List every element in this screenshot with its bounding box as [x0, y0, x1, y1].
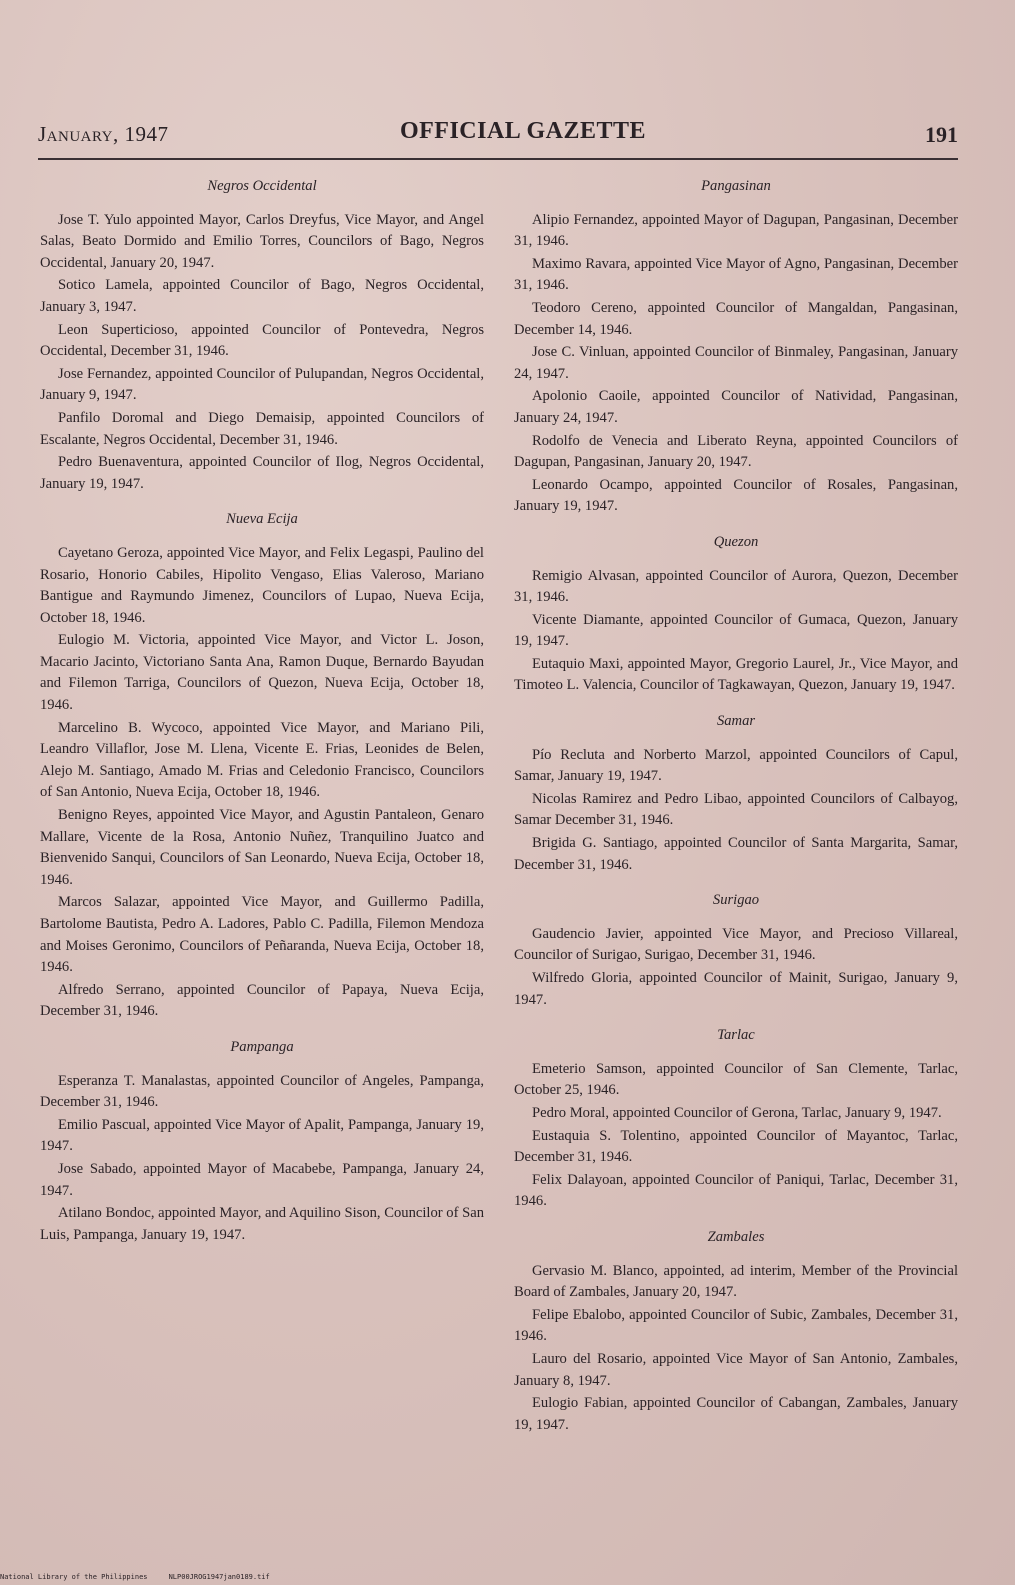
appointment-entry: Benigno Reyes, appointed Vice Mayor, and Agustin Pantaleon, Genaro Mallare, Vicente de la Rosa, Antonio Nuñez, Tranquilino Juatco and Bienvenido Sanqui, Councilors of San Leonardo, Nueva Ecija, October 18, 1946.	[40, 807, 484, 888]
province-heading: Pangasinan	[701, 178, 771, 194]
appointment-entry: Eutaquio Maxi, appointed Mayor, Gregorio Laurel, Jr., Vice Mayor, and Timoteo L. Valencia, Councilor of Tagkawayan, Quezon, January 19, 1947.	[514, 655, 958, 694]
appointment-entry: Vicente Diamante, appointed Councilor of Gumaca, Quezon, January 19, 1947.	[514, 611, 958, 650]
appointment-entry: Maximo Ravara, appointed Vice Mayor of Agno, Pangasinan, December 31, 1946.	[514, 255, 958, 294]
appointment-entry: Sotico Lamela, appointed Councilor of Bago, Negros Occidental, January 3, 1947.	[40, 277, 484, 315]
appointment-entry: Pedro Moral, appointed Councilor of Gerona, Tarlac, January 9, 1947.	[532, 1104, 942, 1121]
appointment-entry: Remigio Alvasan, appointed Councilor of Aurora, Quezon, December 31, 1946.	[514, 567, 958, 606]
province-heading: Pampanga	[230, 1038, 294, 1055]
province-heading: Tarlac	[717, 1027, 755, 1044]
appointment-entry: Gaudencio Javier, appointed Vice Mayor, and Precioso Villareal, Councilor of Surigao, Surigao, December 31, 1946.	[514, 925, 958, 964]
province-heading: Zambales	[707, 1228, 765, 1245]
appointment-entry: Teodoro Cereno, appointed Councilor of Mangaldan, Pangasinan, December 14, 1946.	[514, 299, 958, 338]
footer-library: National Library of the Philippines	[0, 1573, 148, 1581]
province-section	[40, 176, 484, 495]
appointment-entry: Felix Dalayoan, appointed Councilor of Paniqui, Tarlac, December 31, 1946.	[514, 1171, 958, 1210]
appointment-entry: Eulogio M. Victoria, appointed Vice Mayor, and Victor L. Joson, Macario Jacinto, Victoriano Santa Ana, Ramon Duque, Bernardo Bayudan and Filemon Tarriga, Councilors of Quezon, Nueva Ecija, October 18, 1946.	[40, 632, 484, 714]
appointment-entry: Jose Sabado, appointed Mayor of Macabebe, Pampanga, January 24, 1947.	[40, 1160, 484, 1199]
province-section	[40, 1037, 484, 1246]
appointment-entry: Rodolfo de Venecia and Liberato Reyna, appointed Councilors of Dagupan, Pangasinan, January 20, 1947.	[514, 432, 958, 471]
appointment-entry: Jose Fernandez, appointed Councilor of Pulupandan, Negros Occidental, January 9, 1947.	[40, 365, 484, 404]
province-section	[514, 1025, 958, 1213]
appointment-entry: Pío Recluta and Norberto Marzol, appointed Councilors of Capul, Samar, January 19, 1947.	[514, 746, 958, 785]
appointment-entry: Jose T. Yulo appointed Mayor, Carlos Dreyfus, Vice Mayor, and Angel Salas, Beato Dormido and Emilio Torres, Councilors of Bago, Negros Occidental, January 20, 1947.	[40, 211, 484, 271]
publication-title: OFFICIAL GAZETTE	[399, 118, 647, 144]
province-section	[514, 1227, 958, 1436]
header-rule	[38, 158, 958, 160]
scan-footer	[0, 1573, 270, 1581]
appointment-entry: Gervasio M. Blanco, appointed, ad interim, Member of the Provincial Board of Zambales, January 20, 1947.	[514, 1262, 958, 1301]
appointment-entry: Marcos Salazar, appointed Vice Mayor, and Guillermo Padilla, Bartolome Bautista, Pedro A. Ladores, Pablo C. Padilla, Filemon Mendoza and Moises Geronimo, Councilors of Peñaranda, Nueva Ecija, October 18, 1946.	[40, 894, 484, 976]
province-section	[514, 176, 958, 518]
appointment-entry: Leon Superticioso, appointed Councilor of Pontevedra, Negros Occidental, December 31, 1946.	[40, 321, 484, 360]
appointment-entry: Wilfredo Gloria, appointed Councilor of Mainit, Surigao, January 9, 1947.	[514, 970, 958, 1008]
appointment-entry: Felipe Ebalobo, appointed Councilor of Subic, Zambales, December 31, 1946.	[514, 1306, 958, 1345]
province-section	[40, 509, 484, 1023]
appointment-entry: Panfilo Doromal and Diego Demaisip, appointed Councilors of Escalante, Negros Occidental, December 31, 1946.	[40, 409, 484, 448]
appointment-entry: Cayetano Geroza, appointed Vice Mayor, and Felix Legaspi, Paulino del Rosario, Honorio Cabiles, Hipolito Vengaso, Elias Valeroso, Mariano Bantigue and Raymundo Jimenez, Councilors of Lupao, Nueva Ecija, October 18, 1946.	[40, 544, 484, 626]
appointment-entry: Emeterio Samson, appointed Councilor of San Clemente, Tarlac, October 25, 1946.	[514, 1060, 958, 1099]
province-section	[514, 532, 958, 697]
appointment-entry: Emilio Pascual, appointed Vice Mayor of Apalit, Pampanga, January 19, 1947.	[40, 1116, 484, 1155]
appointment-entry: Alipio Fernandez, appointed Mayor of Dagupan, Pangasinan, December 31, 1946.	[514, 211, 958, 250]
appointment-entry: Jose C. Vinluan, appointed Councilor of Binmaley, Pangasinan, January 24, 1947.	[514, 344, 958, 382]
province-heading: Samar	[716, 713, 756, 730]
issue-date: January, 1947	[38, 122, 169, 146]
appointment-entry: Apolonio Caoile, appointed Councilor of Natividad, Pangasinan, January 24, 1947.	[514, 388, 958, 426]
province-section	[514, 890, 958, 1011]
appointment-entry: Pedro Buenaventura, appointed Councilor of Ilog, Negros Occidental, January 19, 1947.	[40, 454, 484, 492]
footer-file-id: NLP00JROG1947jan0189.tif	[168, 1573, 270, 1581]
province-heading: Nueva Ecija	[226, 511, 298, 528]
province-heading: Quezon	[713, 533, 759, 550]
appointment-entry: Marcelino B. Wycoco, appointed Vice Mayor, and Mariano Pili, Leandro Villaflor, Jose M. Llena, Vicente E. Frias, Leonides de Belen, Alejo M. Santiago, Amado M. Frias and Celedonio Francisco, Councilors of San Antonio, Nueva Ecija, October 18, 1946.	[40, 719, 484, 801]
province-heading: Negros Occidental	[207, 178, 317, 194]
appointment-entry: Nicolas Ramirez and Pedro Libao, appointed Councilors of Calbayog, Samar December 31, 1946.	[514, 790, 958, 829]
appointment-entry: Leonardo Ocampo, appointed Councilor of Rosales, Pangasinan, January 19, 1947.	[514, 476, 958, 515]
appointment-entry: Eustaquia S. Tolentino, appointed Councilor of Mayantoc, Tarlac, December 31, 1946.	[514, 1127, 958, 1166]
appointment-entry: Lauro del Rosario, appointed Vice Mayor of San Antonio, Zambales, January 8, 1947.	[514, 1350, 958, 1389]
appointment-entry: Alfredo Serrano, appointed Councilor of Papaya, Nueva Ecija, December 31, 1946.	[40, 981, 484, 1020]
page-header	[38, 114, 958, 154]
appointment-entry: Atilano Bondoc, appointed Mayor, and Aquilino Sison, Councilor of San Luis, Pampanga, January 19, 1947.	[40, 1205, 484, 1243]
province-heading: Surigao	[712, 892, 760, 909]
appointment-entry: Brigida G. Santiago, appointed Councilor of Santa Margarita, Samar, December 31, 1946.	[514, 835, 958, 873]
province-section	[514, 711, 958, 876]
appointment-entry: Eulogio Fabian, appointed Councilor of Cabangan, Zambales, January 19, 1947.	[514, 1395, 958, 1433]
right-column	[514, 176, 958, 1450]
page-number: 191	[925, 122, 958, 147]
appointment-entry: Esperanza T. Manalastas, appointed Councilor of Angeles, Pampanga, December 31, 1946.	[40, 1072, 484, 1111]
left-column	[40, 176, 484, 1260]
